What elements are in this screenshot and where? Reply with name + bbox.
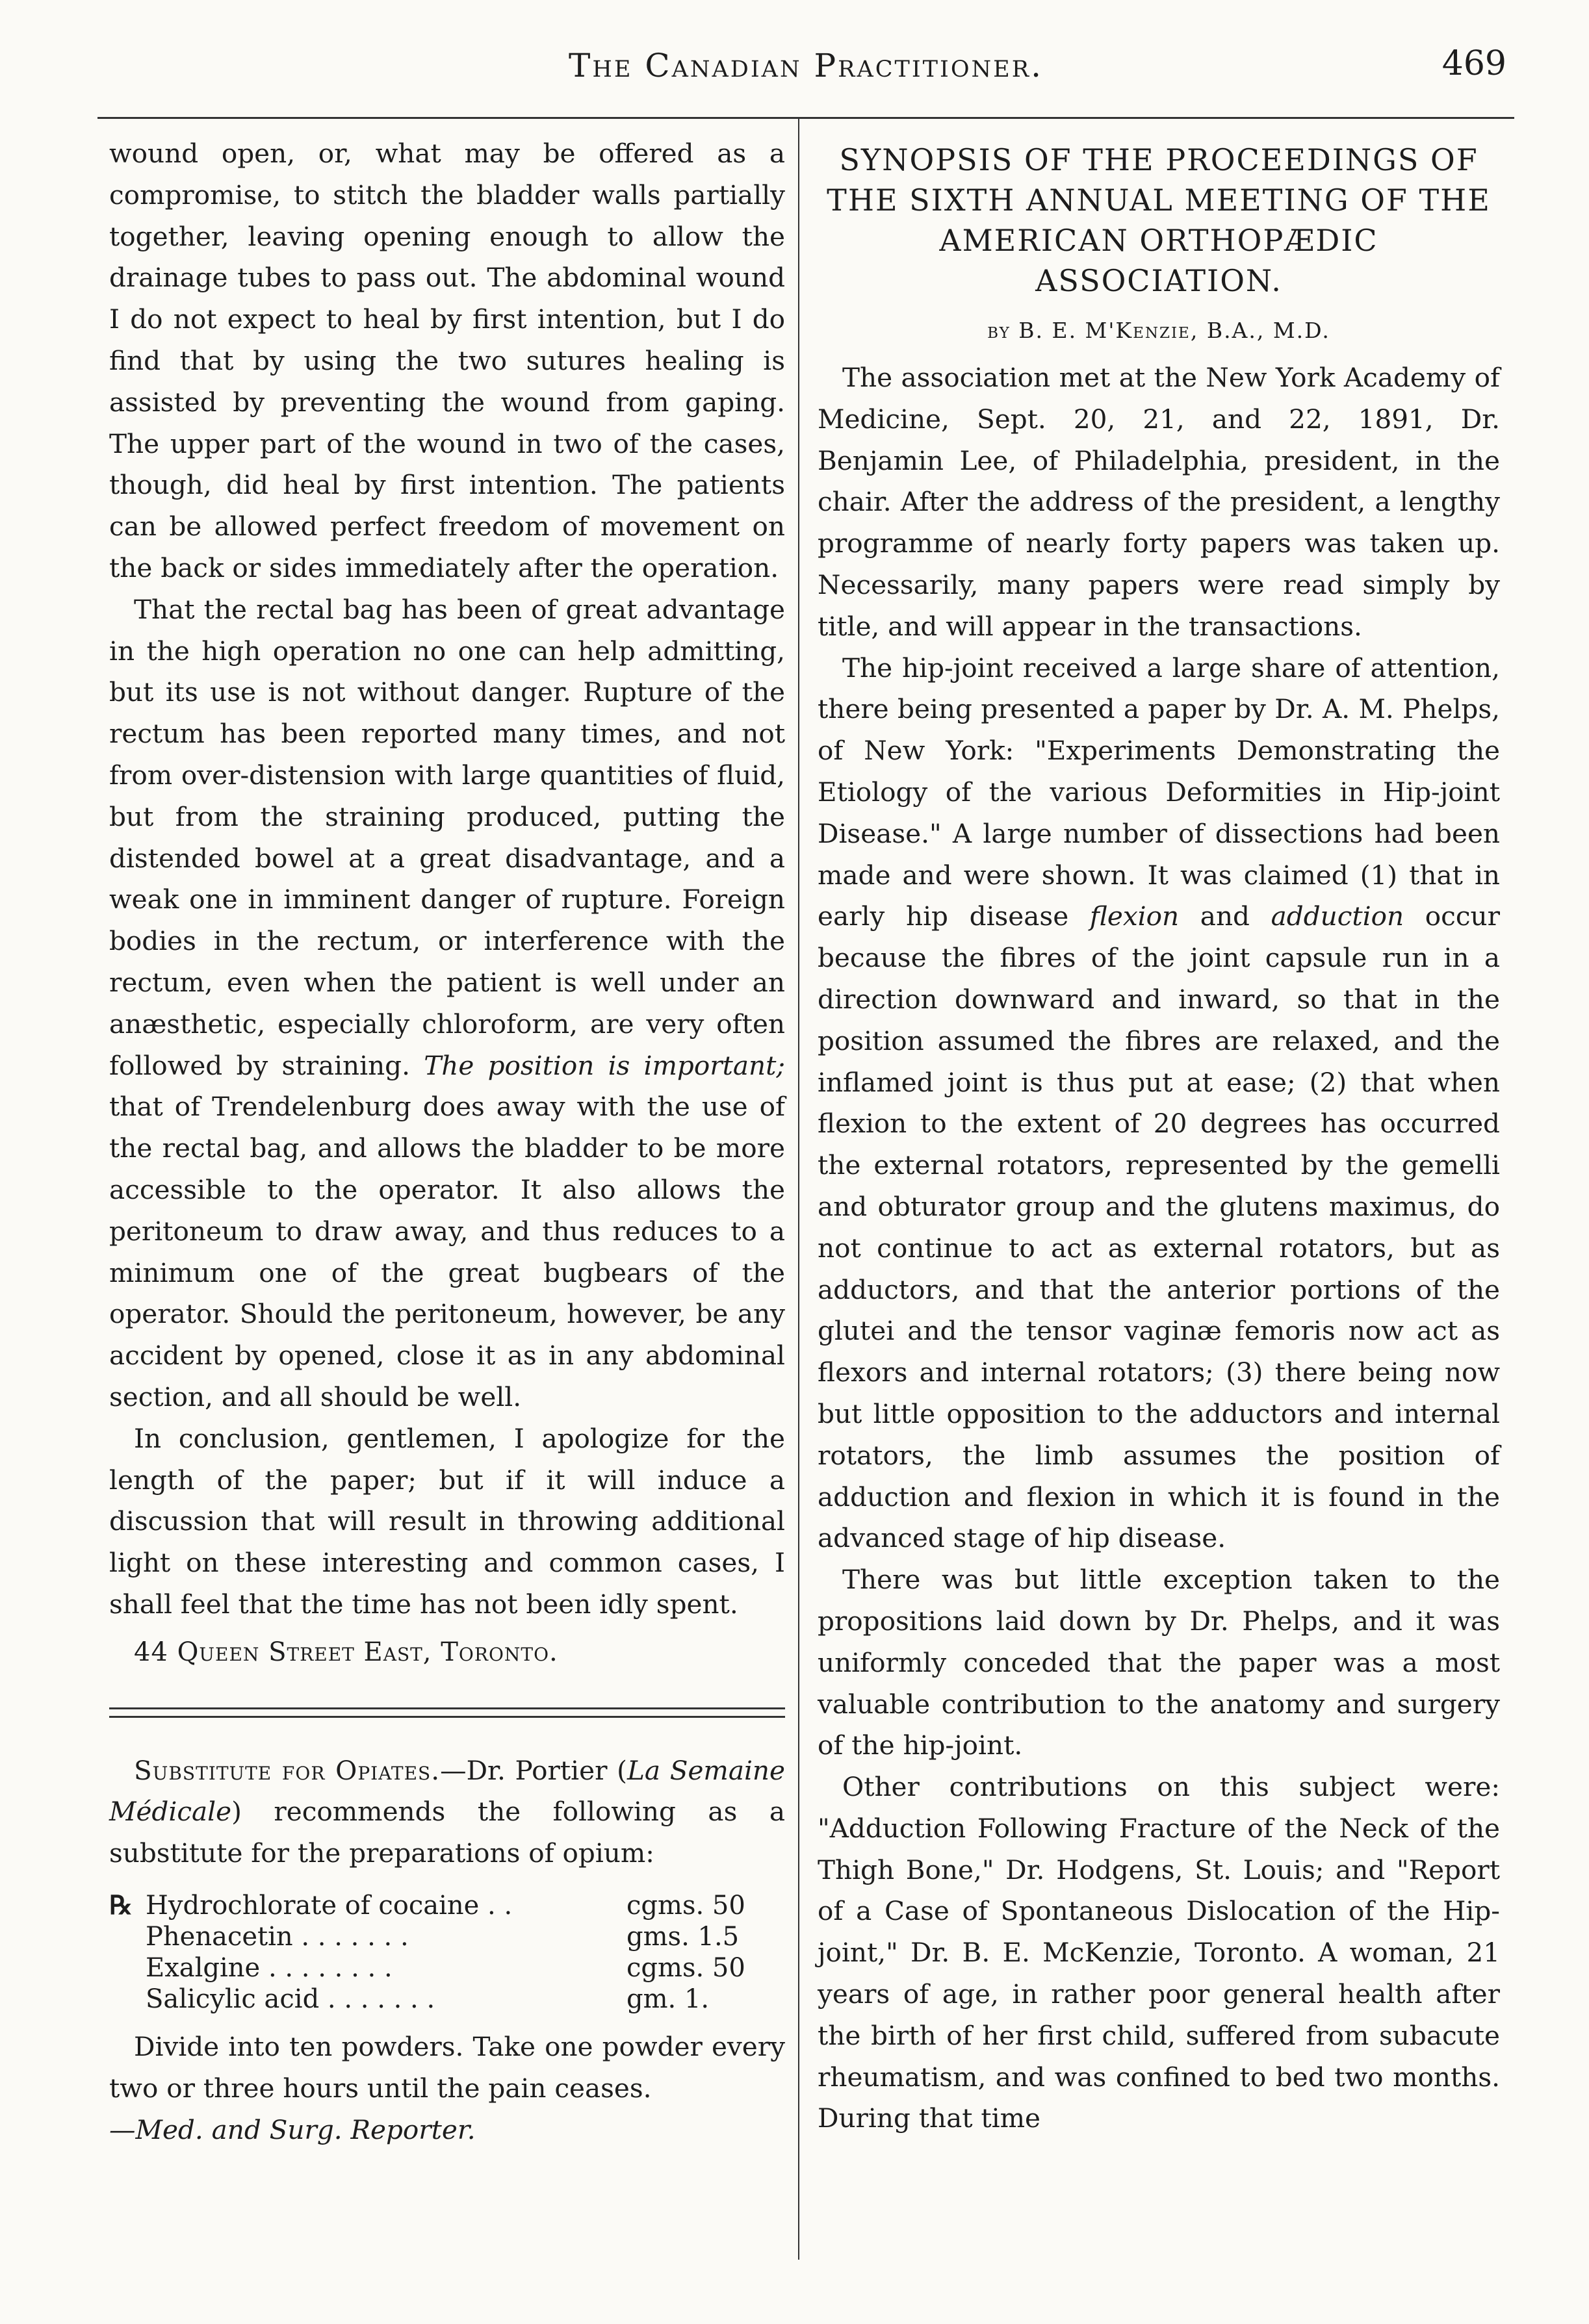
paragraph [109,589,785,1418]
note-paragraph [109,1750,785,1874]
paragraph-text: occur because the fibres of the joint capsule run in a direction downward and inward, so that in the position assumed the fibres are relaxed, and the inflamed joint is thus put at ease; (2) that when flexion to the extent of 20 degrees has occurred the external rotators, represented by the gemelli and obturator group and the glutens maximus, do not continue to act as external rotators, but as adductors, and that the anterior portions of the glutei and the tensor vaginæ femoris now act as flexors and internal rotators; (3) there being now but little opposition to the adductors and internal rotators, the limb assumes the position of adduction and flexion in which it is found in the advanced stage of hip disease. [818,900,1500,1554]
paragraph-text: The hip-joint received a large share of attention, there being presented a paper by Dr. A. M. Phelps, of New York: "Experiments Demonstrating the Etiology of the various Deformities in Hip-joint Disease." A large number of dissections had been made and were shown. It was claimed (1) that in early hip disease [818,652,1500,932]
ingredient-amount: cgms. 50 [627,1891,745,1921]
italic-emphasis: The position is important; [424,1049,786,1081]
note-heading: Substitute for Opiates. [134,1754,441,1786]
ingredient-amount: gms. 1.5 [627,1922,740,1952]
directions: Divide into ten powders. Take one powder every two or three hours until the pain ceases. [109,2031,785,2104]
note-text: —Dr. Portier ( [440,1754,627,1786]
ingredient-name: Phenacetin . . . . . . . [146,1922,409,1952]
paragraph [818,648,1500,1560]
page-number: 469 [1441,44,1506,83]
article-byline: by B. E. M'Kenzie, B.A., M.D. [987,318,1330,343]
paragraph: Other contributions on this subject were: "Adduction Following Fracture of the Neck of the Thigh Bone," Dr. Hodgens, St. Louis; and "Report of a Case of Spontaneous Dislocation of the Hip-joint," Dr. B. E. McKenzie, Toronto. A woman, 21 years of age, in rather poor general health after the birth of her first child, suffered from subacute rheumatism, and was confined to bed two months. During that time [818,1771,1500,2134]
left-column [109,133,785,2151]
note-text: ) recommends the following as a substitute for the preparations of opium: [109,1796,785,1869]
prescription-row [109,1952,785,1984]
rx-symbol: ℞ [109,1890,133,1921]
right-column [818,133,1500,2139]
prescription-row [109,1921,785,1952]
ingredient-name: Hydrochlorate of cocaine . . [146,1891,513,1921]
running-title: The Canadian Practitioner. [569,47,1043,84]
italic-term: flexion [1089,900,1180,932]
author-address: 44 Queen Street East, Toronto. [134,1637,558,1667]
ingredient-amount: gm. 1. [627,1984,710,2015]
paragraph: The association met at the New York Academy of Medicine, Sept. 20, 21, and 22, 1891, Dr. Benjamin Lee, of Philadelphia, president, in the chair. After the address of the president, a lengthy programme of nearly forty papers was taken up. Necessarily, many papers were read simply by title, and will appear in the transactions. [818,362,1500,642]
paragraph: wound open, or, what may be offered as a compromise, to stitch the bladder walls partially together, leaving opening enough to allow the drainage tubes to pass out. The abdominal wound I do not expect to heal by first intention, but I do find that by using the two sutures healing is assisted by preventing the wound from gaping. The upper part of the wound in two of the cases, though, did heal by first intention. The patients can be allowed perfect freedom of movement on the back or sides immediately after the operation. [109,138,785,583]
paragraph: There was but little exception taken to the propositions laid down by Dr. Phelps, and it was uniformly conceded that the paper was a most valuable contribution to the anatomy and surgery of the hip-joint. [818,1564,1500,1761]
prescription-table [109,1890,785,2015]
prescription-row [109,1984,785,2015]
section-divider [109,1707,785,1718]
page-header [97,40,1514,112]
ingredient-name: Salicylic acid . . . . . . . [146,1984,435,2015]
ingredient-name: Exalgine . . . . . . . . [146,1953,393,1984]
prescription-row [109,1890,785,1921]
source-title: La Semaine Médicale [109,1754,785,1828]
paragraph: In conclusion, gentlemen, I apologize for the length of the paper; but if it will induce a discussion that will result in throwing additional light on these interesting and common cases, I shall feel that the time has not been idly spent. [109,1422,785,1620]
paragraph-text: and [1200,900,1250,932]
column-divider [798,119,799,2260]
header-rule [97,117,1514,119]
paragraph-text: that of Trendelenburg does away with the use of the rectal bag, and allows the bladder to be more accessible to the operator. It also allows the peritoneum to draw away, and thus reduces to a minimum one of the great bugbears of the operator. Should the peritoneum, however, be any accident by opened, close it as in any abdominal section, and all should be well. [109,1091,785,1412]
ingredient-amount: cgms. 50 [627,1953,745,1984]
citation-paragraph [109,2110,785,2151]
citation: —Med. and Surg. Reporter. [109,2113,476,2145]
paragraph-text: That the rectal bag has been of great advantage in the high operation no one can help admitting, but its use is not without danger. Rupture of the rectum has been reported many times, and not from over-distension with large quantities of fluid, but from the straining produced, putting the distended bowel at a great disadvantage, and a weak one in imminent danger of rupture. Foreign bodies in the rectum, or interference with the rectum, even when the patient is well under an anæsthetic, especially chloroform, are very often followed by straining. [109,593,785,1081]
italic-term: adduction [1271,900,1404,932]
article-title: SYNOPSIS OF THE PROCEEDINGS OF THE SIXTH ANNUAL MEETING OF THE AMERICAN ORTHOPÆDIC ASSOCIATION. [827,142,1491,298]
